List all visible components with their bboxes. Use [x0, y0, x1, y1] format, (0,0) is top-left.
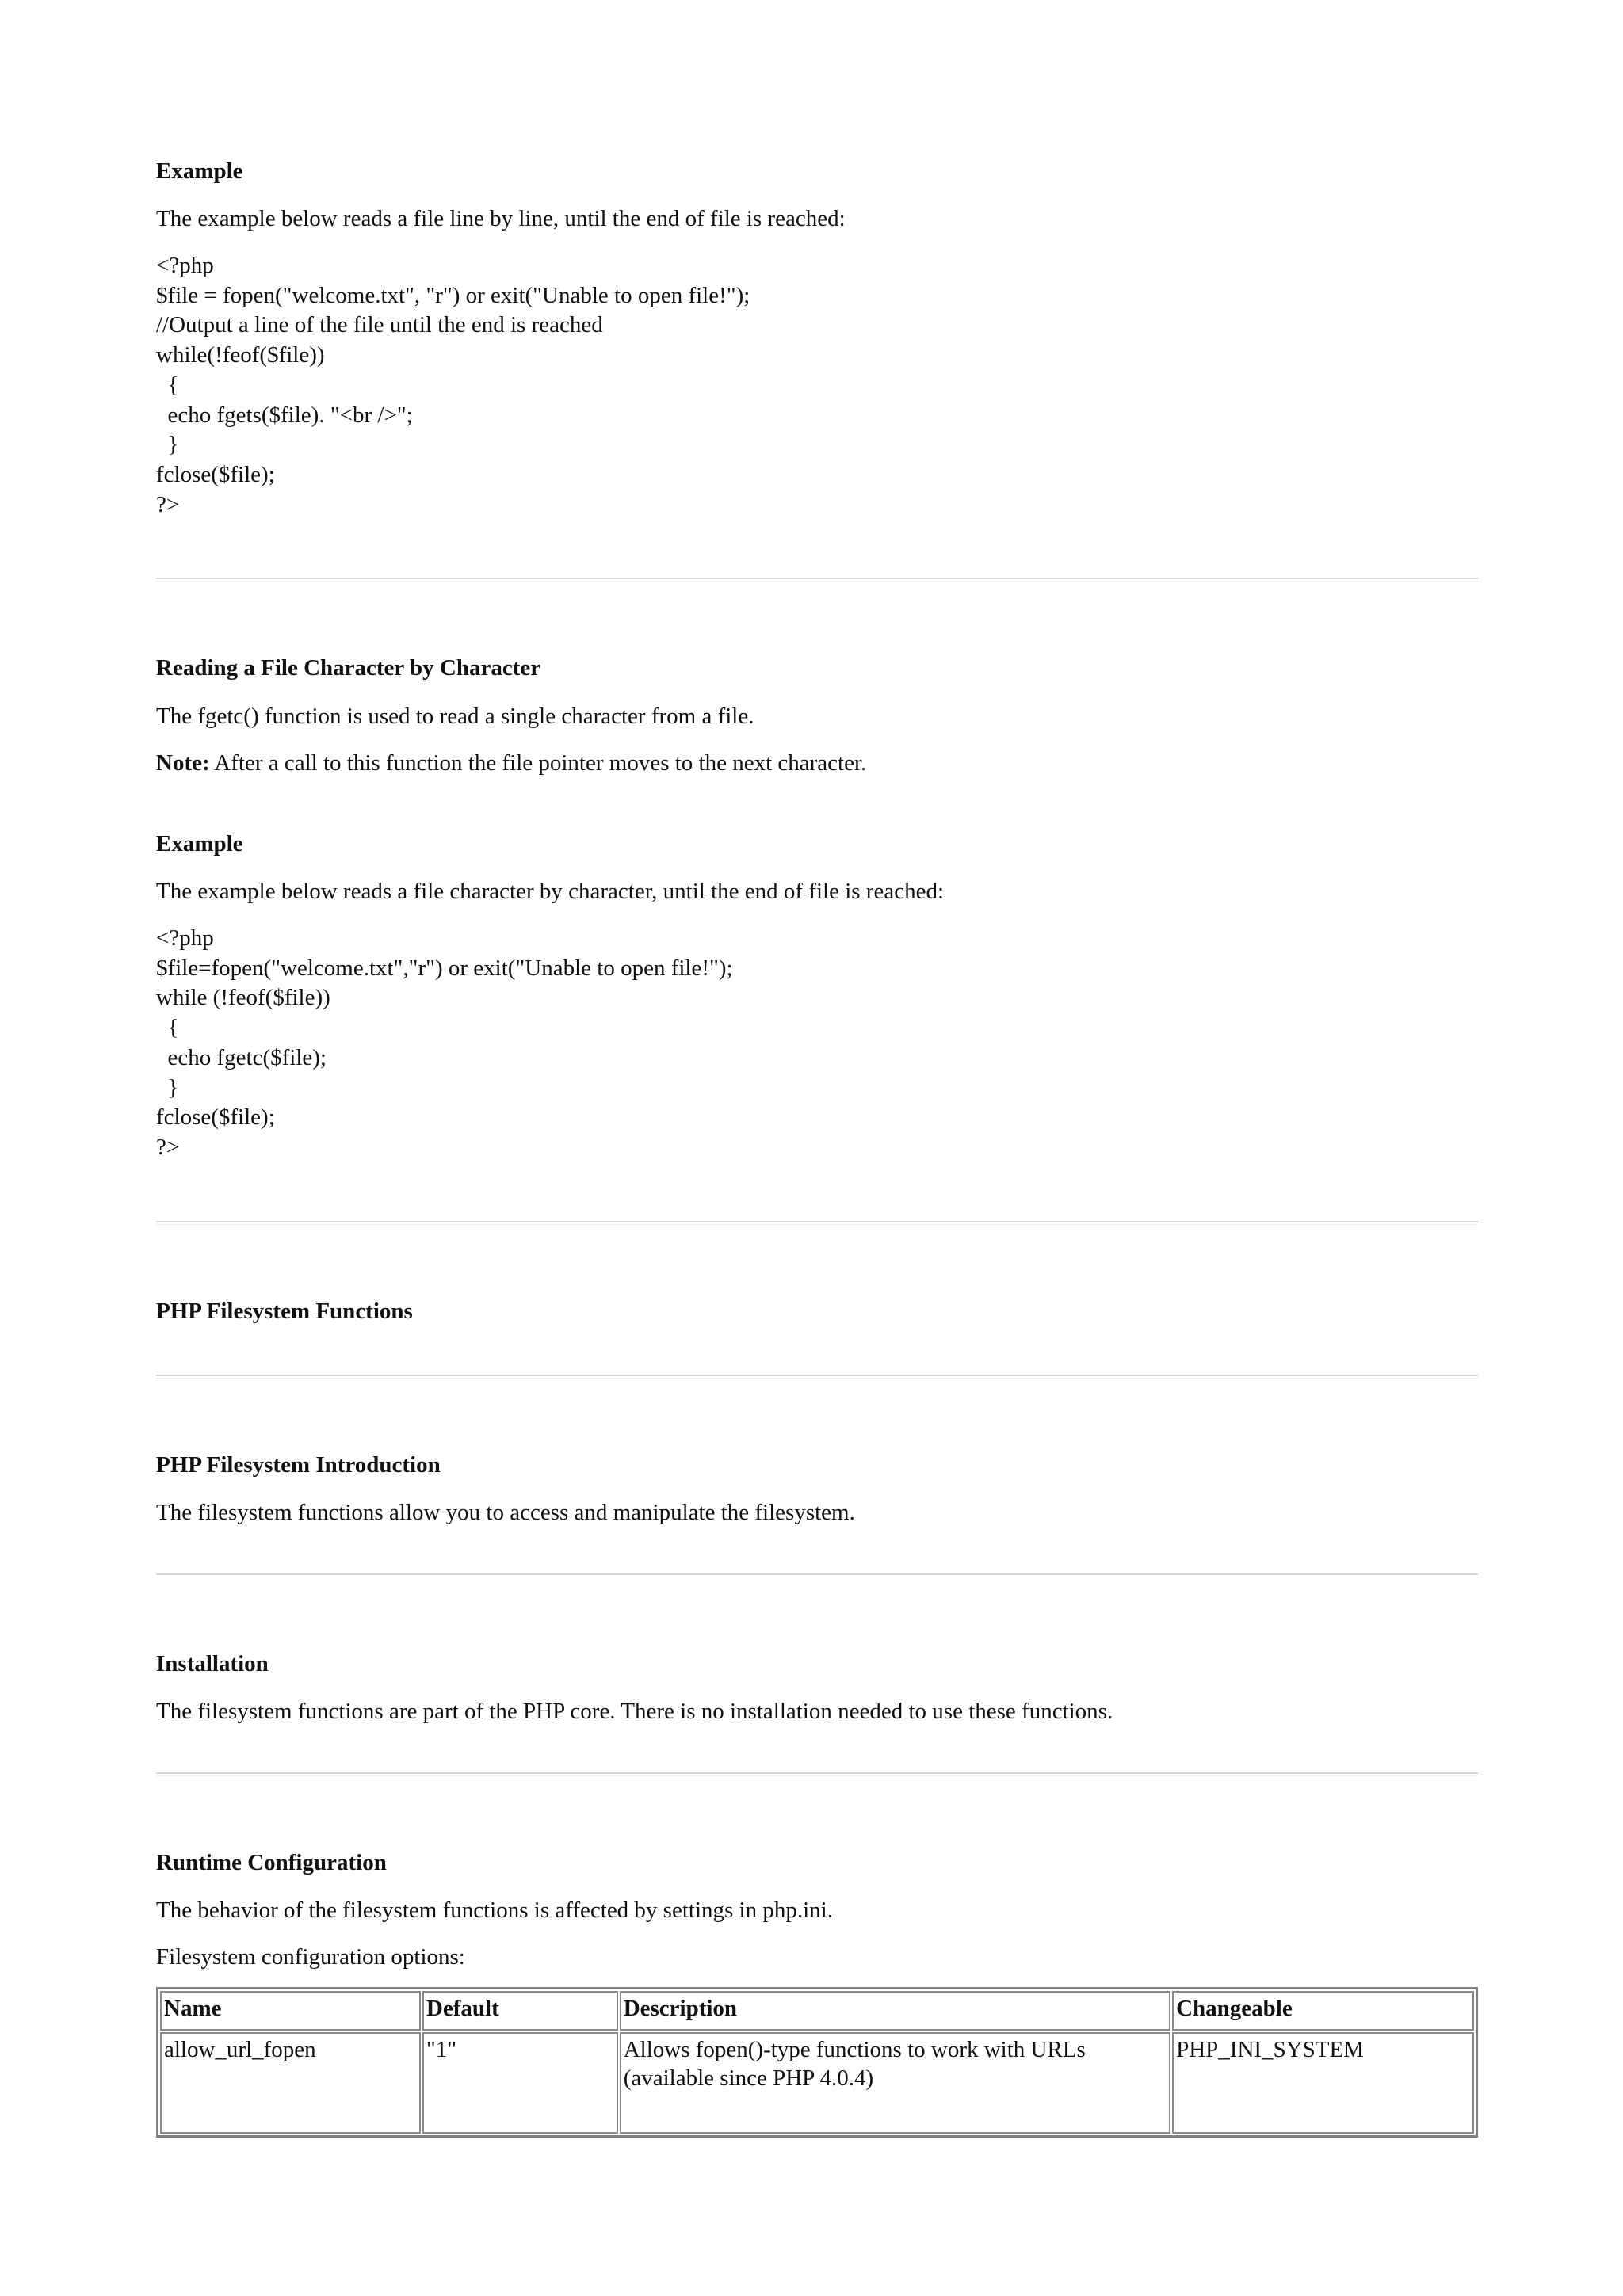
cell-description: Allows fopen()-type functions to work with URLs (available since PHP 4.0.4) — [620, 2032, 1170, 2134]
table-header-row — [160, 1991, 1474, 2031]
horizontal-rule — [156, 1221, 1478, 1225]
example-heading: Example — [156, 158, 243, 184]
config-options-label: Filesystem configuration options: — [156, 1944, 465, 1970]
cell-default: "1" — [422, 2032, 618, 2134]
runtime-heading: Runtime Configuration — [156, 1850, 387, 1875]
column-header-default: Default — [422, 1991, 618, 2031]
code-block-fgetc: <?php $file=fopen("welcome.txt","r") or exit("Unable to open file!"); while (!feof($file)) { echo fgetc($file); } fclose($file); ?> — [156, 925, 733, 1160]
cell-name: allow_url_fopen — [160, 2032, 421, 2134]
config-table — [156, 1987, 1478, 2138]
runtime-text: The behavior of the filesystem functions is affected by settings in php.ini. — [156, 1897, 833, 1923]
fs-intro-text: The filesystem functions allow you to access and manipulate the filesystem. — [156, 1500, 855, 1525]
code-block-fgets: <?php $file = fopen("welcome.txt", "r") or exit("Unable to open file!"); //Output a line of the file until the end is reached while(!feof($file)) { echo fgets($file). "<br />"; } fclose($file); ?> — [156, 253, 750, 517]
example-intro: The example below reads a file character by character, until the end of file is reached: — [156, 879, 945, 904]
example-intro: The example below reads a file line by line, until the end of file is reached: — [156, 206, 846, 231]
horizontal-rule — [156, 1375, 1478, 1379]
column-header-description: Description — [620, 1991, 1170, 2031]
cell-changeable: PHP_INI_SYSTEM — [1172, 2032, 1474, 2134]
example-heading: Example — [156, 831, 243, 856]
installation-text: The filesystem functions are part of the PHP core. There is no installation needed to use these functions. — [156, 1699, 1113, 1724]
horizontal-rule — [156, 1772, 1478, 1776]
note-paragraph — [156, 749, 866, 777]
installation-heading: Installation — [156, 1651, 269, 1676]
note-label: Note: — [156, 750, 210, 776]
table-row — [160, 2032, 1474, 2134]
column-header-name: Name — [160, 1991, 421, 2031]
fs-functions-heading: PHP Filesystem Functions — [156, 1299, 413, 1324]
reading-char-heading: Reading a File Character by Character — [156, 655, 541, 681]
column-header-changeable: Changeable — [1172, 1991, 1474, 2031]
note-text: After a call to this function the file pointer moves to the next character. — [209, 750, 867, 776]
horizontal-rule — [156, 1573, 1478, 1577]
reading-char-text: The fgetc() function is used to read a single character from a file. — [156, 704, 754, 729]
horizontal-rule — [156, 578, 1478, 582]
fs-intro-heading: PHP Filesystem Introduction — [156, 1452, 441, 1478]
